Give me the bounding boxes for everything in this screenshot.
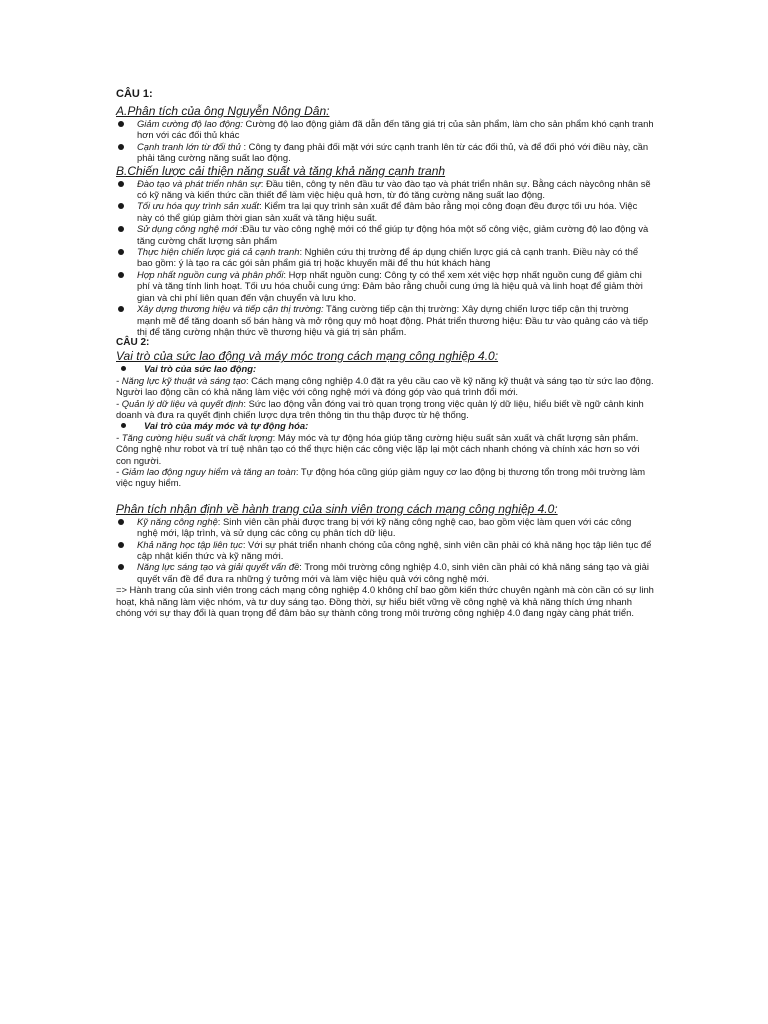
paragraph: - Tăng cường hiệu suất và chất lượng: Máy móc và tự động hóa giúp tăng cường hiệu suất sản xuất và chất lượng sản phẩm. Công nghệ như robot và trí tuệ nhân tạo có thể thực hiện các công việc lặp lại một cách nhanh chóng và chính xác hơn so với con người.: [116, 431, 640, 466]
document-body: [116, 88, 654, 618]
list-item: Khả năng học tập liên tục: Với sự phát triển nhanh chóng của công nghệ, sinh viên cần phải có khả năng học tập liên tục để cập nhật kiến thức và kỹ năng mới.: [116, 539, 654, 562]
list-item: Tối ưu hóa quy trình sản xuất: Kiểm tra lại quy trình sản xuất để đảm bảo rằng mọi công đoạn đều được tối ưu hóa. Việc này có thể giúp giảm thời gian sản xuất và tăng hiệu suất.: [116, 200, 654, 223]
section-3-list: [116, 516, 654, 584]
section-2-sub2: [116, 420, 654, 431]
section-b-list: [116, 178, 654, 338]
list-item: Cạnh tranh lớn từ đối thủ : Công ty đang phải đối mặt với sức cạnh tranh lên từ các đối thủ, và để đối phó với điều này, cần phải tăng cường năng suất lao động.: [116, 141, 654, 164]
list-item: Sử dụng công nghệ mới :Đầu tư vào công nghệ mới có thể giúp tự động hóa một số công việc, giảm cường độ lao động và tăng cường chất lượng sản phẩm: [116, 223, 654, 246]
list-item: Đào tạo và phát triển nhân sự: Đầu tiên, công ty nên đầu tư vào đào tạo và phát triển nhân sự. Bằng cách nàycông nhân sẽ có kỹ năng và kiến thức cần thiết để làm việc hiệu quả hơn, từ đó tăng cường năng suất lao động.: [116, 178, 654, 201]
paragraph: - Quản lý dữ liệu và quyết định: Sức lao động vẫn đóng vai trò quan trọng trong việc quản lý dữ liệu, hiểu biết về ngữ cảnh kinh doanh và đưa ra quyết định chiến lược dựa trên thông tin thu thập được từ hệ thống.: [116, 397, 644, 420]
section-2-sub1: [116, 363, 654, 374]
cau2-heading: CÂU 2:: [116, 337, 150, 349]
list-item: Thực hiện chiến lược giá cả cạnh tranh: Nghiên cứu thị trường để áp dụng chiến lược giá cả cạnh tranh. Điều này có thể bao gồm: ý là tạo ra các gói sản phẩm giá trị hoặc khuyến mãi để thu hút khách hàng: [116, 246, 654, 269]
section-a-list: [116, 118, 654, 164]
paragraph: - Giảm lao động nguy hiểm và tăng an toàn: Tự động hóa cũng giúp giảm nguy cơ lao động bị thương tổn trong môi trường làm việc nguy hiểm.: [116, 465, 646, 489]
section-2-title: Vai trò của sức lao động và máy móc trong cách mạng công nghiệp 4.0:: [116, 349, 499, 364]
spacer: [116, 489, 654, 502]
conclusion-paragraph: => Hành trang của sinh viên trong cách mạng công nghiệp 4.0 không chỉ bao gồm kiến thức chuyên ngành mà còn cần có sự linh hoạt, khả năng làm việc nhóm, và tư duy sáng tạo. Đồng thời, sự hiểu biết vững về công nghệ và khả năng thích ứng nhanh chóng với sự thay đổi là quan trọng để đảm bảo sự thành công trong môi trường công nghiệp 4.0 đang ngày càng phát triển.: [116, 584, 654, 619]
list-item: Giảm cường độ lao động: Cường độ lao động giảm đã dẫn đến tăng giá trị của sản phẩm, làm cho sản phẩm khó cạnh tranh hơn với các đối thủ khác: [116, 118, 654, 141]
sub-heading-machines: Vai trò của máy móc và tự động hóa:: [116, 420, 654, 431]
list-item: Xây dựng thương hiệu và tiếp cận thị trường: Tăng cường tiếp cận thị trường: Xây dựng chiến lược tiếp cận thị trường mạnh mẽ để tăng doanh số bán hàng và mở rộng quy mô hoạt động. Phát triển thương hiệu: Đầu tư vào quảng cáo và tiếp thị để tăng cường nhận thức về thương hiệu và giá trị sản phẩm.: [116, 303, 654, 337]
cau1-heading: CÂU 1:: [116, 88, 153, 100]
paragraph: - Năng lực kỹ thuật và sáng tạo: Cách mạng công nghiệp 4.0 đặt ra yêu cầu cao về kỹ năng kỹ thuật và sáng tạo từ sức lao động. Người lao động cần có khả năng làm việc với công nghệ mới và đóng góp vào quá trình đổi mới.: [116, 374, 654, 398]
list-item: Năng lực sáng tạo và giải quyết vấn đề: Trong môi trường công nghiệp 4.0, sinh viên cần phải có khả năng sáng tạo và giải quyết vấn đề để đưa ra những ý tưởng mới và làm việc hiệu quả với công nghệ mới.: [116, 561, 654, 584]
sub-heading-labor: Vai trò của sức lao động:: [116, 363, 654, 374]
section-b-title: B.Chiến lược cải thiện năng suất và tăng khả năng cạnh tranh: [116, 163, 446, 178]
list-item: Kỹ năng công nghệ: Sinh viên cần phải được trang bị với kỹ năng công nghệ cao, bao gồm việc làm quen với các công nghệ mới, lập trình, và sử dụng các công cụ phân tích dữ liệu.: [116, 516, 654, 539]
list-item: Hợp nhất nguồn cung và phân phối: Hợp nhất nguồn cung: Công ty có thể xem xét việc hợp nhất nguồn cung để giảm chi phí và tăng tính linh hoạt. Tối ưu hóa chuỗi cung ứng: Đảm bảo rằng chuỗi cung ứng là hiệu quả và linh hoạt để giảm thời gian và chi phí liên quan đến vận chuyển và lưu kho.: [116, 269, 654, 303]
section-3-title: Phân tích nhận định về hành trang của sinh viên trong cách mạng công nghiệp 4.0:: [116, 501, 558, 516]
section-a-title: A.Phân tích của ông Nguyễn Nông Dân:: [116, 104, 330, 118]
